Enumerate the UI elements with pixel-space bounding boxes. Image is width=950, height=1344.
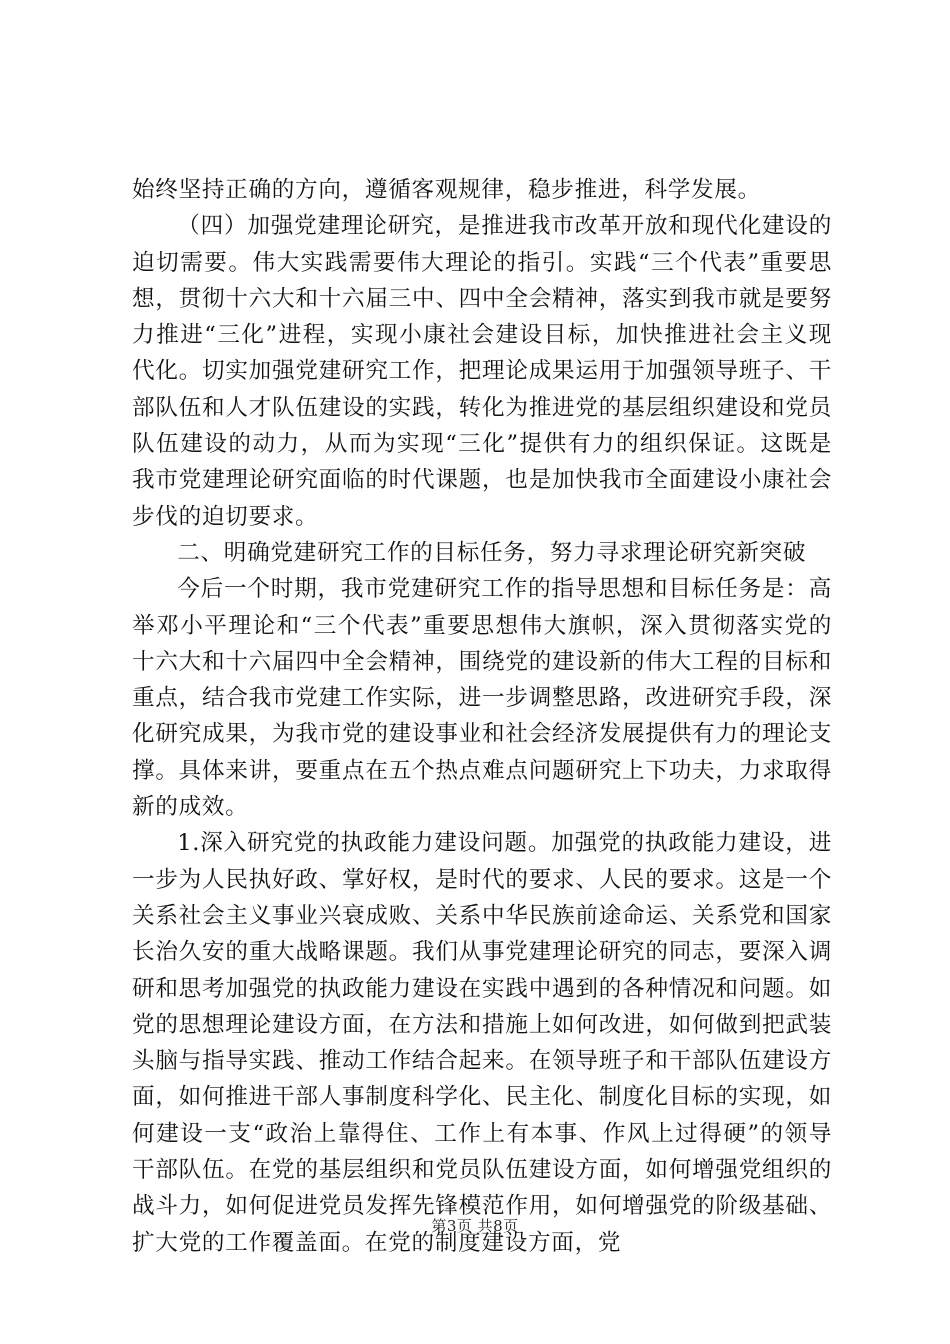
section-heading-two: 二、明确党建研究工作的目标任务，努力寻求理论研究新突破 [177,539,807,566]
page-footer: 第3页 共8页 [431,1217,519,1235]
document-body [132,172,832,1261]
paragraph-continuation: 始终坚持正确的方向，遵循客观规律，稳步推进，科学发展。 [132,177,761,203]
paragraph-item-one: 1.深入研究党的执政能力建设问题。加强党的执政能力建设，进一步为人民执好政、掌好权，是时代的要求、人民的要求。这是一个关系社会主义事业兴衰成败、关系中华民族前途命运、关系党和国家长治久安的重大战略课题。我们从事党建理论研究的同志，要深入调研和思考加强党的执政能力建设在实践中遇到的各种情况和问题。如党的思想理论建设方面，在方法和措施上如何改进，如何做到把武装头脑与指导实践、推动工作结合起来。在领导班子和干部队伍建设方面，如何推进干部人事制度科学化、民主化、制度化目标的实现，如何建设一支“政治上靠得住、工作上有本事、作风上过得硬”的领导干部队伍。在党的基层组织和党员队伍建设方面，如何增强党组织的战斗力，如何促进党员发挥先锋模范作用，如何增强党的阶级基础、扩大党的工作覆盖面。在党的制度建设方面，党 [132,830,832,1256]
paragraph-guiding-thought: 今后一个时期，我市党建研究工作的指导思想和目标任务是：高举邓小平理论和“三个代表”重要思想伟大旗帜，深入贯彻落实党的十六大和十六届四中全会精神，围绕党的建设新的伟大工程的目标和重点，结合我市党建工作实际，进一步调整思路，改进研究手段，深化研究成果，为我市党的建设事业和社会经济发展提供有力的理论支撑。具体来讲，要重点在五个热点难点问题研究上下功夫，力求取得新的成效。 [132,576,832,821]
paragraph-section-four: （四）加强党建理论研究，是推进我市改革开放和现代化建设的迫切需要。伟大实践需要伟大理论的指引。实践“三个代表”重要思想，贯彻十六大和十六届三中、四中全会精神，落实到我市就是要努力推进“三化”进程，实现小康社会建设目标，加快推进社会主义现代化。切实加强党建研究工作，把理论成果运用于加强领导班子、干部队伍和人才队伍建设的实践，转化为推进党的基层组织建设和党员队伍建设的动力，从而为实现“三化”提供有力的组织保证。这既是我市党建理论研究面临的时代课题，也是加快我市全面建设小康社会步伐的迫切要求。 [132,213,832,530]
